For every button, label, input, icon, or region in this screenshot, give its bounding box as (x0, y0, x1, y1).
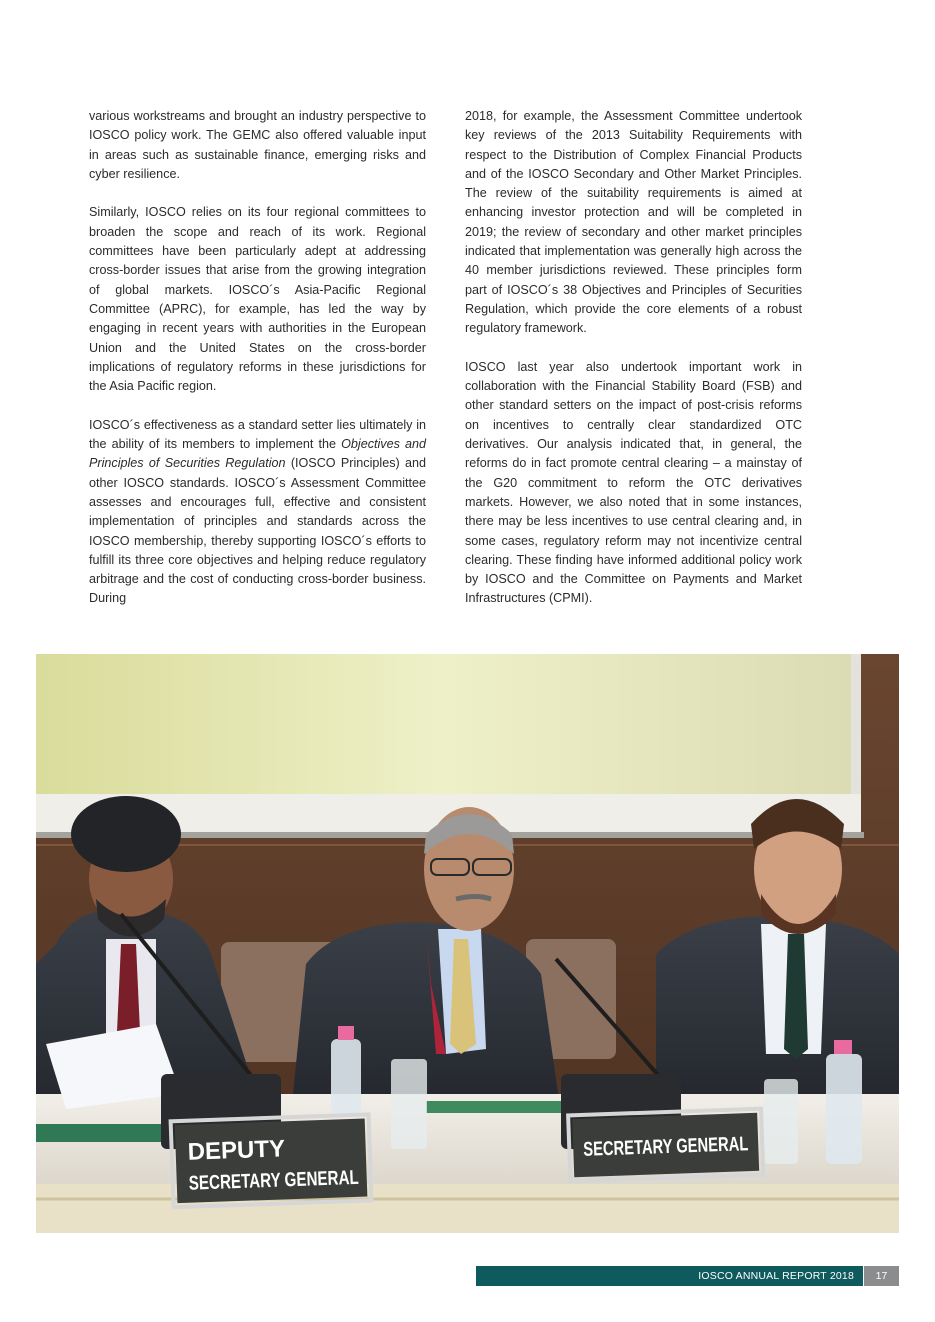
nameplate-secretary-general: SECRETARY GENERAL (582, 1131, 808, 1161)
paragraph: Similarly, IOSCO relies on its four regional committees to broaden the scope and reach of its work. Regional committees have been particularly adept at addressing cross-border issues that arise from the growing integration of global markets. IOSCO´s Asia-Pacific Regional Committee (APRC), for example, has led the way by engaging in recent years with authorities in the European Union and the United States on the cross-border implications of regulatory reforms in these jurisdictions for the Asia Pacific region. (89, 205, 426, 394)
paragraph: IOSCO last year also undertook important work in collaboration with the Financial Stability Board (FSB) and other standard setters on the impact of post-crisis reforms on incentives to centrally clear standardized OTC derivatives. Our analysis indicated that, in general, the reforms do in fact promote central clearing – a mainstay of the G20 commitment to reform the OTC derivatives markets. However, we also noted that in some instances, there may be less incentives to use central clearing and, in some cases, regulatory reform may not incentivize central clearing. These finding have informed additional policy work by IOSCO and the Committee on Payments and Market Infrastructures (CPMI). (465, 359, 802, 606)
paragraph (89, 416, 426, 609)
paragraph: various workstreams and brought an industry perspective to IOSCO policy work. The GEMC also offered valuable input in areas such as sustainable finance, emerging risks and cyber resilience. (89, 109, 426, 181)
nameplate-deputy-line1: DEPUTY (187, 1135, 286, 1166)
footer-report-title: IOSCO ANNUAL REPORT 2018 (476, 1266, 863, 1286)
right-text-column (465, 107, 802, 609)
left-text-column (89, 107, 426, 609)
publication-title: Objectives and Principles of Securities Regulation (89, 437, 426, 471)
photo-illustration (36, 654, 899, 1233)
paragraph-text: (IOSCO Principles) and other IOSCO standards. IOSCO´s Assessment Committee assesses and encourages full, effective and consistent implementation of principles and standards across the IOSCO membership, thereby supporting IOSCO´s efforts to fulfill its three core objectives and helping reduce regulatory arbitrage and the cost of conducting cross-border business. During (89, 456, 426, 606)
nameplate-deputy-line2: SECRETARY GENERAL (188, 1164, 414, 1195)
page-number: 17 (864, 1266, 899, 1286)
paragraph: 2018, for example, the Assessment Committee undertook key reviews of the 2013 Suitability Requirements with respect to the Distribution of Complex Financial Products and of the IOSCO Secondary and Other Market Principles. The review of the suitability requirements is aimed at enhancing investor protection and will be completed in 2019; the review of secondary and other market principles indicated that implementation was generally high across the 40 member jurisdictions reviewed. These principles form part of IOSCO´s 38 Objectives and Principles of Securities Regulation, which provide the core elements of a robust regulatory framework. (465, 109, 802, 336)
paragraph-text: IOSCO´s effectiveness as a standard setter lies ultimately in the ability of its members to implement the (89, 417, 426, 452)
conference-photo (36, 654, 899, 1233)
